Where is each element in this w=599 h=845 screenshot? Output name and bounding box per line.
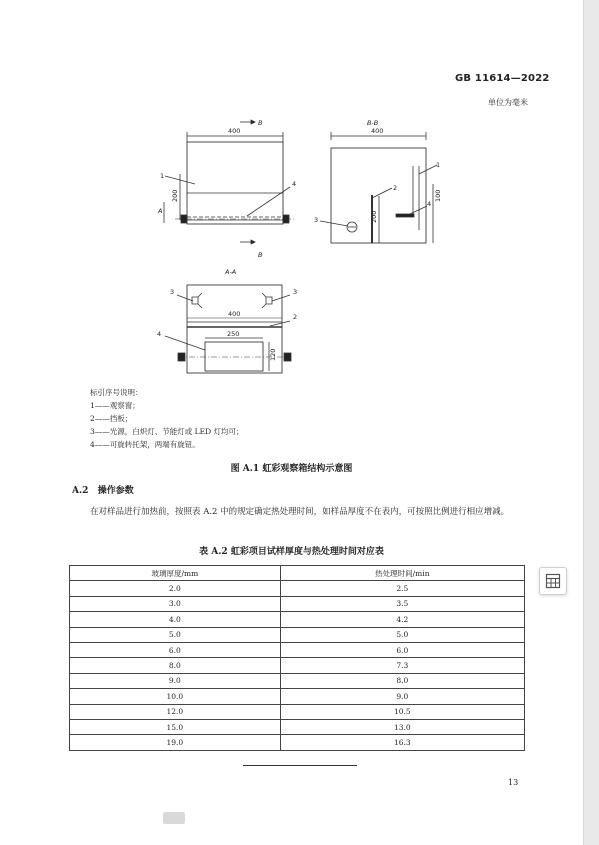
front-dim-width: 400 xyxy=(228,127,241,135)
thickness-time-table xyxy=(69,565,525,751)
table-header-row xyxy=(70,566,525,581)
watermark-logo xyxy=(163,812,185,824)
top-callout-3-left: 3 xyxy=(170,288,175,296)
front-dim-height: 200 xyxy=(171,189,179,202)
top-callout-4: 4 xyxy=(157,330,162,338)
front-view xyxy=(157,119,296,259)
table-caption: 表 A.2 虹彩项目试样厚度与热处理时间对应表 xyxy=(199,547,384,557)
table-row: 15.0 13.0 xyxy=(70,719,525,734)
top-dim-inner: 250 xyxy=(227,330,240,338)
table-row: 4.0 4.2 xyxy=(70,612,525,627)
figure-a1-drawing xyxy=(0,110,583,385)
top-callout-2: 2 xyxy=(293,313,298,321)
section-heading xyxy=(72,483,134,496)
table-row: 12.0 10.5 xyxy=(70,704,525,719)
unit-note: 单位为毫米 xyxy=(488,98,528,107)
side-view-title: B-B xyxy=(367,119,379,127)
front-section-a: A xyxy=(158,207,163,215)
table-row: 6.0 6.0 xyxy=(70,642,525,657)
figure-caption: 图 A.1 虹彩观察箱结构示意图 xyxy=(230,464,353,474)
legend-item: 3——光源，白炽灯、节能灯或 LED 灯均可； xyxy=(90,427,244,436)
front-section-b-bottom: B xyxy=(258,251,263,259)
table-view-button[interactable] xyxy=(539,567,567,595)
legend-item: 1——观察窗； xyxy=(90,401,140,410)
top-dim-width: 400 xyxy=(228,310,241,318)
side-dim-right: 100 xyxy=(434,189,442,202)
table-row: 3.0 3.5 xyxy=(70,596,525,611)
top-view xyxy=(157,268,297,373)
top-callout-3-right: 3 xyxy=(293,288,298,296)
section-number: A.2 xyxy=(72,486,89,496)
top-dim-inner-h: 120 xyxy=(269,348,277,361)
legend-item: 2——挡板； xyxy=(90,414,133,423)
table-row: 9.0 8.0 xyxy=(70,673,525,688)
side-callout-3: 3 xyxy=(314,216,319,224)
legend-title: 标引序号说明： xyxy=(90,388,143,397)
standard-code: GB 11614—2022 xyxy=(455,73,550,84)
table-view-icon xyxy=(545,573,561,589)
side-dim-width: 400 xyxy=(371,127,384,135)
footnote-rule xyxy=(243,765,357,766)
section-title: 操作参数 xyxy=(97,486,134,496)
table-row: 8.0 7.3 xyxy=(70,658,525,673)
front-callout-1: 1 xyxy=(160,172,165,180)
table-row: 5.0 5.0 xyxy=(70,627,525,642)
front-section-b-top: B xyxy=(258,119,263,127)
table-row: 10.0 9.0 xyxy=(70,689,525,704)
header-time: 热处理时间/min xyxy=(280,566,524,581)
figure-legend xyxy=(90,386,244,451)
side-view xyxy=(314,119,442,243)
side-callout-4: 4 xyxy=(427,200,432,208)
legend-item: 4——可旋转托架，两端有旋钮。 xyxy=(90,440,200,449)
front-callout-4: 4 xyxy=(292,180,297,188)
table-row: 2.0 2.5 xyxy=(70,581,525,596)
side-callout-1: 1 xyxy=(436,161,441,169)
side-callout-2: 2 xyxy=(393,184,398,192)
side-dim-height: 200 xyxy=(370,210,378,223)
top-view-title: A-A xyxy=(225,268,237,276)
page-number: 13 xyxy=(508,778,519,787)
table-row: 19.0 16.3 xyxy=(70,735,525,750)
body-paragraph: 在对样品进行加热前，按照表 A.2 中的规定确定热处理时间，如样品厚度不在表内，可按照比例进行相应增减。 xyxy=(90,507,510,517)
header-thickness: 玻璃厚度/mm xyxy=(70,566,281,581)
